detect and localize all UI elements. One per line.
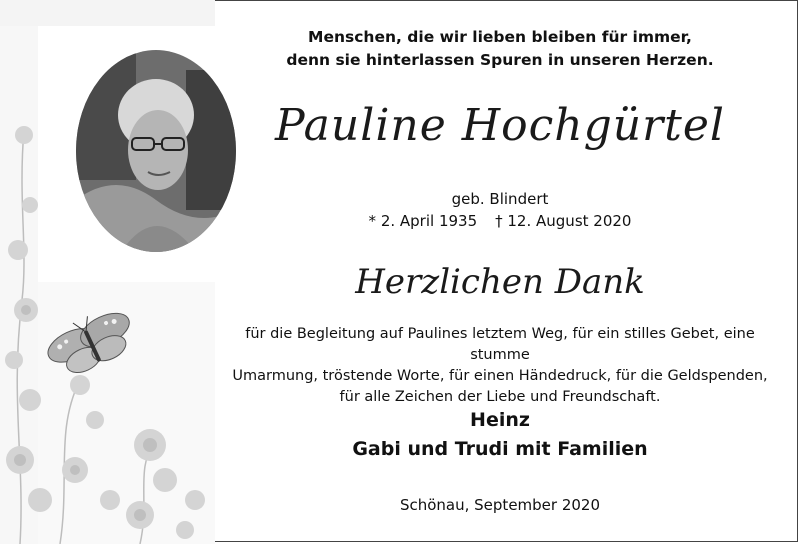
thanks-title: Herzlichen Dank xyxy=(355,262,645,302)
signature-line-1: Heinz xyxy=(470,409,530,431)
thanks-line-3: für alle Zeichen der Liebe und Freundschaft. xyxy=(339,389,661,405)
signature-line-2: Gabi und Trudi mit Familien xyxy=(352,438,648,460)
death-date: † 12. August 2020 xyxy=(495,212,632,230)
birth-date: * 2. April 1935 xyxy=(368,212,478,230)
born-name: geb. Blindert xyxy=(451,190,549,208)
motto-line-1: Menschen, die wir lieben bleiben für immer, xyxy=(308,28,692,46)
life-dates xyxy=(230,212,770,230)
motto xyxy=(230,26,770,72)
deceased-name: Pauline Hochgürtel xyxy=(275,100,725,151)
thanks-line-1: für die Begleitung auf Paulines letztem Weg, für ein stilles Gebet, eine stumme xyxy=(245,326,755,363)
thanks-text xyxy=(230,324,770,408)
portrait-photo xyxy=(76,50,236,252)
thanks-line-2: Umarmung, tröstende Worte, für einen Händedruck, für die Geldspenden, xyxy=(232,368,768,384)
motto-line-2: denn sie hinterlassen Spuren in unseren Herzen. xyxy=(286,51,714,69)
place-date: Schönau, September 2020 xyxy=(399,496,601,514)
